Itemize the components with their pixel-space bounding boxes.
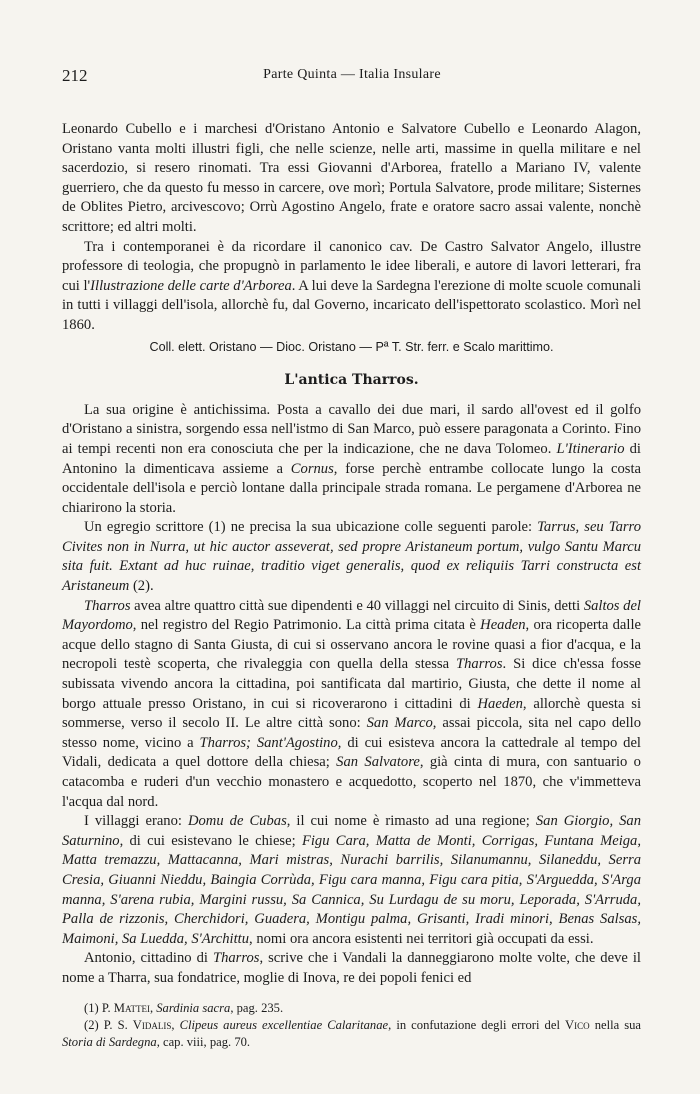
- running-head: Parte Quinta — Italia Insulare: [263, 67, 441, 82]
- section-title: L'antica Tharros.: [284, 372, 419, 389]
- footnote-2: (2) P. S. Vidalis, Clipeus aureus excellentiae Calaritanae, in confutazione degli errori del Vico nella sua Storia di Sardegna, cap. viii, pag. 70.: [62, 1018, 642, 1049]
- footnote-1: (1) P. Mattei, Sardinia sacra, pag. 235.: [84, 1001, 284, 1015]
- section-paragraph-1: La sua origine è antichissima. Posta a cavallo dei due mari, il sardo all'ovest ed il golfo d'Oristano a sinistra, sorgendo essa nell'istmo di San Marco, può essere paragonata a Corinto. Fino ai tempi recenti non era conosciuta che per la indicazione, che ne dava Tolomeo. L'Itinerario di Antonino la dimenticava assieme a Cornus, forse perchè entrambe collocate lungo la costa occidentale dell'isola e perciò lontane dalla principale strada romana. Le pergamene d'Arborea ne chiarirono la storia.: [62, 401, 641, 516]
- section-paragraph-4: I villaggi erano: Domu de Cubas, il cui nome è rimasto ad una regione; San Giorgio, San Saturnino, di cui esistevano le chiese; Figu Cara, Matta de Monti, Corrigas, Funtana Meiga, Matta tremazzu, Mattacanna, Mari mistras, Nurachi barrilis, Silanumannu, Silaneddu, Serra Cresia, Giuanni Nieddu, Baingia Corrùda, Figu cara manna, Figu cara pitia, S'Arguedda, S'Arga manna, S'arena rubia, Margini russu, Sa Cannica, Su Lurdagu de su moru, Leporada, S'Arruda, Palla de rizzonis, Cherchidori, Guadera, Montigu palma, Grisanti, Iradi minori, Benas Salsas, Maimoni, Sa Luedda, S'Archittu, nomi ora ancora esistenti nei territori già occupati da essi.: [62, 813, 642, 947]
- page-body: [62, 120, 641, 989]
- footnotes: [62, 1000, 641, 1051]
- intro-paragraph-2: Tra i contemporanei è da ricordare il canonico cav. De Castro Salvator Angelo, illustre professore di teologia, che propugnò in parlamento le idee liberali, e autore di lavori letterari, fra cui l'Illustrazione delle carte d'Arborea. A lui deve la Sardegna l'erezione di molte scuole comunali in tutti i villaggi dell'isola, allorchè fu, dal Governo, incaricato dell'ispettorato scolastico. Morì nel 1860.: [62, 238, 641, 333]
- section-paragraph-2: Un egregio scrittore (1) ne precisa la sua ubicazione colle seguenti parole: Tarrus, seu Tarro Civites non in Nurra, ut hic auctor asseverat, sed propre Aristaneum portum, vulgo Santu Marcu sita fuit. Extant ad huc ruinae, traditio viget generalis, quod ex reliquiis Tarri constructa est Aristaneum (2).: [62, 519, 641, 595]
- intro-paragraph-1: Leonardo Cubello e i marchesi d'Oristano Antonio e Salvatore Cubello e Leonardo Alagon, Oristano vanta molti illustri figli, che nelle scienze, nelle arti, massime in quella militare e nel sacerdozio, si resero rinomati. Tra essi Giovanni d'Arborea, fratello a Mariano IV, valente guerriero, che da questo fu messo in carcere, ove morì; Portula Salvatore, prode militare; Sisternes de Oblites Pietro, arcivescovo; Orrù Agostino Angelo, frate e oratore sacro assai valente, nonchè scrittore; ed altri molti.: [62, 121, 641, 235]
- section-paragraph-3: Tharros avea altre quattro città sue dipendenti e 40 villaggi nel circuito di Sinis, detti Saltos del Mayordomo, nel registro del Regio Patrimonio. La città prima citata è Headen, ora ricoperta dalle acque dello stagno di Santa Giusta, di cui si osservano ancora le rovine quasi a fior d'acqua, e la necropoli testè scoperta, che rivaleggia con quella della stessa Tharros. Si dice ch'essa fosse subissata vivendo ancora la cittadina, poi santificata dal martirio, Giusta, che dette il nome al borgo attuale presso Oristano, in cui si ricoverarono i cittadini di Haeden, allorchè questa si sommerse, verso il secolo II. Le altre città sono: San Marco, assai piccola, sita nel capo dello stesso nome, vicino a Tharros; Sant'Agostino, di cui esisteva ancora la cattedrale al tempo del Vidali, dedicata a quel dottore della chiesa; San Salvatore, già cinta di mura, con santuario o catacomba e ruderi d'un vecchio monastero e acquedotto, scoperto nel 1870, che v'immetteva l'acqua dal nord.: [62, 597, 642, 810]
- page-number: 212: [62, 66, 88, 85]
- page-header: [62, 66, 642, 86]
- section-paragraph-5: Antonio, cittadino di Tharros, scrive che i Vandali la danneggiarono molte volte, che deve il nome a Tharra, sua fondatrice, moglie di Inova, re dei popoli fenici ed: [62, 950, 641, 986]
- source-line: Coll. elett. Oristano — Dioc. Oristano — Pª T. Str. ferr. e Scalo marittimo.: [149, 339, 554, 354]
